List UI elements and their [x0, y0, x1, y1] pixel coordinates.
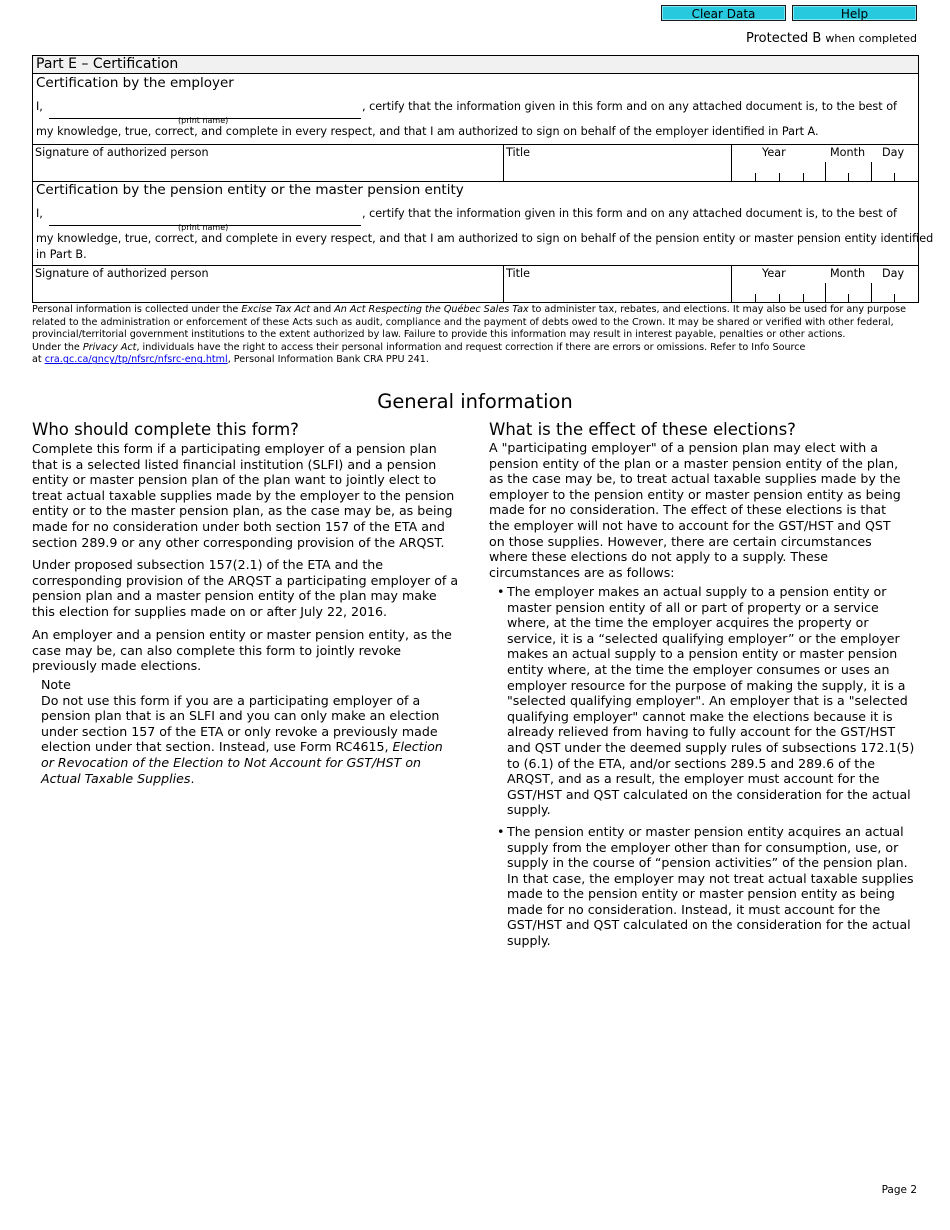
pension-month-label: Month	[830, 267, 866, 280]
employer-month-label: Month	[830, 146, 866, 159]
date-separator	[871, 162, 872, 181]
employer-i-label: I,	[36, 100, 43, 113]
employer-cert-heading: Certification by the employer	[36, 75, 234, 91]
date-tick	[894, 294, 895, 302]
page-number: Page 2	[881, 1184, 917, 1196]
privacy-act-name: Privacy Act	[82, 341, 137, 353]
note-form-title: Election or Revocation of the Election to Not Account for GST/HST on Actual Taxable Supplies	[41, 739, 443, 786]
pension-title-label: Title	[506, 267, 530, 280]
pension-line3-text: in Part B.	[36, 248, 87, 261]
date-tick	[779, 294, 780, 302]
list-item	[489, 584, 917, 818]
protected-main: Protected B	[746, 31, 822, 46]
bullet-text: The employer makes an actual supply to a pension entity or master pension entity of all or part of property or a service where, at the time the employer acquires the property or service, it is a “selected qualifying employer” or the employer makes an actual supply to a pension entity or master pension entity where, at the time the employer consumes or uses an employer resource for the purpose of making the supply, it is a "selected qualifying employer". An employer that is a "selected qualifying employer" cannot make the elections because it is already relieved from having to fully account for the GST/HST and QST under the deemed supply rules of subsections 172.1(5) to (6.1) of the ETA, and/or sections 289.5 and 289.6 of the ARQST, and as a result, the employer must account for the GST/HST and QST calculated on the consideration for the actual supply.	[507, 584, 915, 818]
who-para-1: Complete this form if a participating employer of a pension plan that is a selected listed financial institution (SLFI) and a pension entity or master pension plan of the plan want to jointly elect to treat actual taxable supplies made by the employer to the pension entity or to the master pension plan, as the case may be, as being made for no consideration under both section 157 of the ETA and section 289.9 or any other corresponding provision of the ARQST.	[32, 441, 455, 550]
pension-line2-text: my knowledge, true, correct, and complete in every respect, and that I am authorized to sign on behalf of the pension entity or master pension entity identified	[36, 232, 934, 245]
privacy-statement	[32, 304, 912, 367]
employer-title-label: Title	[506, 146, 530, 159]
employer-signature-label: Signature of authorized person	[35, 146, 209, 159]
note-box	[41, 677, 451, 786]
who-para-2: Under proposed subsection 157(2.1) of the ETA and the corresponding provision of the ARQST a participating employer of a pension plan and a master pension entity of the plan may make this election for supplies made on or after July 22, 2016.	[32, 557, 459, 619]
employer-line1-text: , certify that the information given in this form and on any attached document is, to the best of	[362, 100, 897, 113]
list-item	[489, 824, 917, 949]
part-e-certification	[32, 55, 934, 303]
bullet-text: The pension entity or master pension entity acquires an actual supply from the employer other than for consumption, use, or supply in the course of “pension activities” of the pension plan. In that case, the employer may not treat actual taxable supplies made to the pension entity or master pension entity as being made for no consideration. Instead, it must account for the GST/HST and QST calculated on the consideration for the actual supply.	[507, 823, 914, 949]
privacy-act-name: Excise Tax Act	[241, 304, 311, 315]
divider	[33, 265, 918, 266]
protected-b-label	[746, 31, 917, 46]
note-text: Do not use this form if you are a participating employer of a pension plan that is an SLFI and you can only make an election under section 157 of the ETA or only revoke a previously made election under that section. Instead, use Form RC4615,	[41, 692, 440, 755]
divider	[503, 144, 504, 181]
privacy-text: , Personal Information Bank CRA PPU 241.	[227, 354, 429, 366]
privacy-act-name: An Act Respecting the Québec Sales Tax	[334, 304, 529, 315]
who-should-complete-heading: Who should complete this form?	[32, 420, 299, 439]
date-tick	[848, 173, 849, 181]
date-tick	[848, 294, 849, 302]
privacy-text: at	[32, 354, 45, 366]
employer-day-label: Day	[882, 146, 905, 159]
protected-suffix: when completed	[825, 32, 917, 45]
part-e-title: Part E – Certification	[33, 56, 918, 74]
date-tick	[803, 173, 804, 181]
privacy-text: Under the	[32, 341, 83, 353]
pension-print-name-label: (print name)	[178, 223, 229, 232]
note-end: .	[190, 770, 195, 786]
employer-year-label: Year	[762, 146, 786, 159]
divider	[731, 144, 732, 181]
help-button[interactable]: Help	[792, 5, 917, 21]
date-tick	[894, 173, 895, 181]
pension-signature-label: Signature of authorized person	[35, 267, 209, 280]
bullet-dot: •	[497, 823, 505, 839]
pension-day-label: Day	[882, 267, 905, 280]
note-label: Note	[41, 677, 71, 692]
privacy-text: to administer tax, rebates, and elections. It may also be used for any purpose related to the administration or enforcement of these Acts such as audit, compliance and the payment of debts owed to the Crown. It may be shared or verified with other federal, provincial/territorial government institutions to the extent authorized by law. Failure to provide this information may result in interest payable, penalties or other actions.	[32, 304, 907, 341]
effect-heading: What is the effect of these elections?	[489, 420, 796, 439]
effect-para-1: A "participating employer" of a pension plan may elect with a pension entity of the plan or a master pension entity of the plan, as the case may be, to treat actual taxable supplies made by the employer to the pension entity or master pension entity as being made for no consideration. The effect of these elections is that the employer will not have to account for the GST/HST and QST on those supplies. However, there are certain circumstances where these elections do not apply to a supply. These circumstances are as follows:	[489, 440, 901, 580]
divider	[731, 265, 732, 302]
employer-print-name-label: (print name)	[178, 116, 229, 125]
effect-bullet-list	[489, 584, 917, 955]
pension-i-label: I,	[36, 207, 43, 220]
employer-line2-text: my knowledge, true, correct, and complete in every respect, and that I am authorized to sign on behalf of the employer identified in Part A.	[36, 125, 819, 138]
date-separator	[871, 283, 872, 302]
privacy-text: and	[310, 304, 335, 315]
clear-data-button[interactable]: Clear Data	[661, 5, 786, 21]
date-separator	[825, 162, 826, 181]
pension-year-label: Year	[762, 267, 786, 280]
privacy-text: , individuals have the right to access their personal information and request correction if there are errors or omissions. Refer to Info Source	[136, 341, 806, 353]
pension-cert-heading: Certification by the pension entity or the master pension entity	[36, 182, 464, 198]
divider	[33, 144, 918, 145]
date-tick	[803, 294, 804, 302]
who-para-3: An employer and a pension entity or master pension entity, as the case may be, can also complete this form to jointly revoke previously made elections.	[32, 627, 452, 674]
date-tick	[779, 173, 780, 181]
general-info-title: General information	[377, 390, 573, 413]
date-tick	[755, 173, 756, 181]
divider	[503, 265, 504, 302]
privacy-text: Personal information is collected under the	[32, 304, 242, 315]
date-tick	[755, 294, 756, 302]
pension-line1-text: , certify that the information given in this form and on any attached document is, to the best of	[362, 207, 897, 220]
info-source-link[interactable]: cra.gc.ca/gncy/tp/nfsrc/nfsrc-eng.html	[44, 354, 228, 366]
date-separator	[825, 283, 826, 302]
bullet-dot: •	[497, 584, 505, 599]
